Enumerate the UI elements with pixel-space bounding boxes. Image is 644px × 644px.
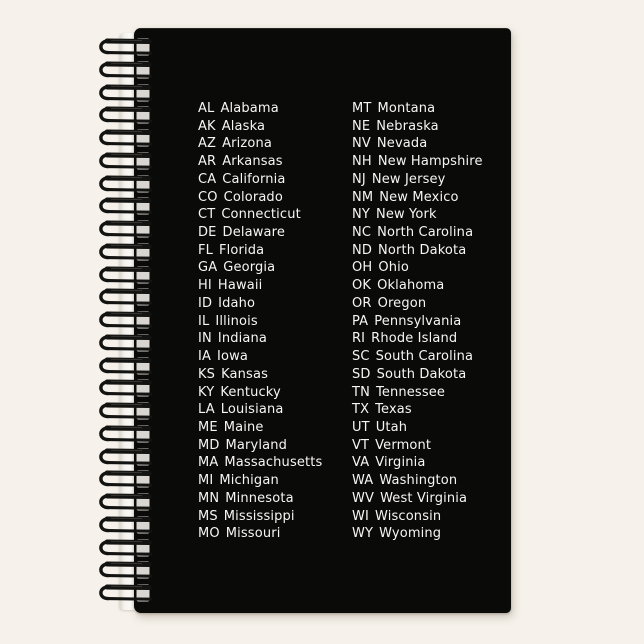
state-name: North Carolina	[377, 225, 474, 241]
state-row	[352, 508, 510, 526]
state-row	[352, 153, 510, 171]
state-name: Virginia	[375, 455, 426, 471]
state-abbr: ME	[198, 419, 218, 435]
state-abbr: AZ	[198, 136, 217, 152]
state-name: New Jersey	[371, 171, 446, 187]
state-abbr: MI	[198, 473, 214, 489]
state-row	[352, 295, 510, 313]
state-abbr: IA	[198, 349, 212, 365]
state-row	[198, 189, 348, 207]
state-row	[352, 384, 510, 402]
state-row	[198, 330, 348, 348]
state-row	[198, 419, 348, 437]
state-name: Washington	[379, 473, 458, 489]
state-name: Oregon	[377, 295, 427, 311]
state-abbr: GA	[198, 260, 218, 276]
state-name: Kentucky	[220, 384, 281, 400]
state-name: Texas	[375, 402, 412, 418]
state-row	[198, 118, 348, 136]
state-abbr: MA	[198, 455, 219, 471]
state-row	[352, 490, 510, 508]
state-row	[352, 135, 510, 153]
state-name: Georgia	[223, 260, 276, 276]
state-name: West Virginia	[380, 490, 468, 506]
state-abbr: VT	[352, 437, 370, 453]
state-row	[198, 277, 348, 295]
state-row	[352, 277, 510, 295]
state-row	[198, 472, 348, 490]
state-abbr: NJ	[352, 171, 366, 187]
state-abbr: WY	[352, 526, 374, 542]
state-abbr: UT	[352, 419, 370, 435]
state-row	[198, 366, 348, 384]
state-name: Florida	[219, 242, 265, 258]
state-abbr: DE	[198, 225, 217, 241]
state-abbr: MO	[198, 526, 220, 542]
state-abbr: NE	[352, 118, 371, 134]
state-abbr: RI	[352, 331, 366, 347]
state-row	[198, 401, 348, 419]
state-name: Alabama	[220, 101, 279, 116]
state-abbr: MN	[198, 490, 220, 506]
state-abbr: IN	[198, 331, 212, 347]
state-row	[198, 313, 348, 331]
state-abbr: SC	[352, 349, 370, 365]
state-abbr: PA	[352, 313, 369, 329]
states-column-left	[198, 100, 348, 543]
state-row	[352, 366, 510, 384]
state-name: Vermont	[375, 437, 432, 453]
notebook-cover	[134, 28, 511, 613]
state-row	[352, 206, 510, 224]
state-abbr: WA	[352, 473, 374, 489]
state-abbr: IL	[198, 313, 210, 329]
state-name: Arizona	[222, 136, 272, 152]
state-abbr: AL	[198, 101, 215, 116]
state-abbr: NH	[352, 154, 372, 170]
state-row	[352, 525, 510, 543]
state-name: Arkansas	[222, 154, 283, 170]
state-row	[198, 135, 348, 153]
state-name: South Carolina	[375, 349, 474, 365]
state-name: Maine	[223, 419, 264, 435]
state-name: New York	[375, 207, 437, 223]
state-row	[352, 454, 510, 472]
state-row	[352, 330, 510, 348]
state-row	[198, 100, 348, 118]
state-abbr: TX	[352, 402, 370, 418]
state-abbr: NY	[352, 207, 370, 223]
state-abbr: VA	[352, 455, 370, 471]
state-name: Illinois	[215, 313, 258, 329]
state-name: North Dakota	[378, 242, 467, 258]
state-row	[198, 153, 348, 171]
state-row	[352, 472, 510, 490]
state-row	[352, 100, 510, 118]
state-abbr: FL	[198, 242, 214, 258]
state-abbr: CA	[198, 171, 217, 187]
state-abbr: CT	[198, 207, 216, 223]
state-abbr: WV	[352, 490, 375, 506]
state-name: California	[222, 171, 286, 187]
state-row	[198, 490, 348, 508]
state-name: Iowa	[217, 349, 249, 365]
state-abbr: NC	[352, 225, 372, 241]
state-abbr: CO	[198, 189, 218, 205]
state-row	[352, 259, 510, 277]
state-name: New Mexico	[379, 189, 459, 205]
state-name: Alaska	[221, 118, 266, 134]
state-row	[198, 295, 348, 313]
state-row	[198, 348, 348, 366]
state-name: Colorado	[223, 189, 283, 205]
state-abbr: ID	[198, 295, 213, 311]
state-abbr: OR	[352, 295, 372, 311]
state-row	[198, 525, 348, 543]
state-row	[352, 224, 510, 242]
state-row	[198, 224, 348, 242]
state-abbr: OK	[352, 278, 372, 294]
state-name: Massachusetts	[224, 455, 323, 471]
state-name: Minnesota	[225, 490, 294, 506]
state-row	[198, 259, 348, 277]
state-name: New Hampshire	[377, 154, 483, 170]
state-row	[352, 348, 510, 366]
state-name: Wyoming	[379, 526, 442, 542]
state-name: Tennessee	[375, 384, 446, 400]
state-name: South Dakota	[376, 366, 467, 382]
state-row	[198, 437, 348, 455]
state-abbr: SD	[352, 366, 371, 382]
state-abbr: LA	[198, 402, 215, 418]
state-name: Wisconsin	[375, 508, 442, 524]
state-name: Indiana	[217, 331, 268, 347]
state-row	[352, 313, 510, 331]
state-row	[352, 118, 510, 136]
state-abbr: TN	[352, 384, 370, 400]
state-row	[198, 242, 348, 260]
state-abbr: ND	[352, 242, 373, 258]
state-name: Michigan	[219, 473, 279, 489]
state-name: Connecticut	[221, 207, 301, 223]
state-name: Delaware	[222, 225, 285, 241]
state-row	[352, 401, 510, 419]
state-row	[198, 206, 348, 224]
state-abbr: KS	[198, 366, 216, 382]
state-abbr: NM	[352, 189, 374, 205]
state-name: Nebraska	[376, 118, 439, 134]
state-row	[198, 171, 348, 189]
state-abbr: HI	[198, 278, 212, 294]
state-name: Hawaii	[217, 278, 263, 294]
state-name: Maryland	[225, 437, 288, 453]
state-abbr: AR	[198, 154, 217, 170]
state-name: Louisiana	[220, 402, 284, 418]
state-row	[198, 384, 348, 402]
state-abbr: WI	[352, 508, 369, 524]
state-name: Kansas	[221, 366, 268, 382]
state-name: Nevada	[376, 136, 428, 152]
state-row	[352, 419, 510, 437]
state-name: Rhode Island	[371, 331, 458, 347]
state-name: Idaho	[218, 295, 256, 311]
state-row	[352, 437, 510, 455]
state-name: Montana	[377, 101, 436, 116]
state-abbr: MT	[352, 101, 372, 116]
state-row	[352, 189, 510, 207]
state-row	[352, 171, 510, 189]
state-name: Pennsylvania	[374, 313, 462, 329]
state-abbr: MS	[198, 508, 218, 524]
state-abbr: MD	[198, 437, 220, 453]
state-abbr: AK	[198, 118, 216, 134]
state-abbr: KY	[198, 384, 215, 400]
state-name: Missouri	[225, 526, 281, 542]
state-abbr: NV	[352, 136, 371, 152]
state-name: Utah	[375, 419, 408, 435]
state-name: Mississippi	[223, 508, 295, 524]
state-name: Ohio	[378, 260, 409, 276]
state-abbr: OH	[352, 260, 373, 276]
state-row	[198, 454, 348, 472]
state-row	[198, 508, 348, 526]
states-column-right	[352, 100, 510, 543]
state-row	[352, 242, 510, 260]
state-name: Oklahoma	[377, 278, 445, 294]
